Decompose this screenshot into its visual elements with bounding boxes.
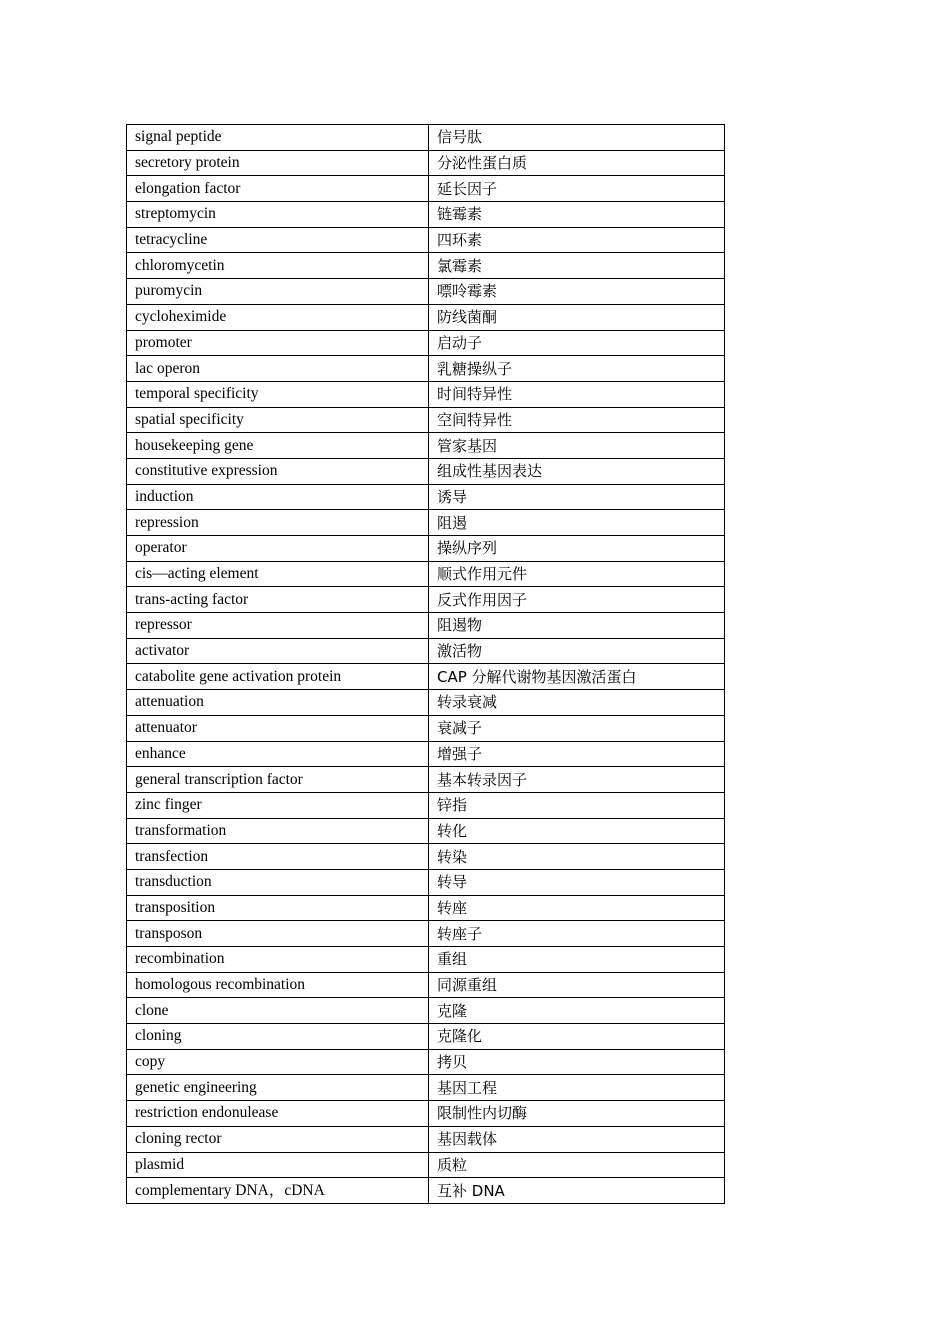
table-row xyxy=(127,664,725,690)
english-term: activator xyxy=(127,638,429,664)
chinese-term: 转录衰减 xyxy=(429,690,725,716)
table-row xyxy=(127,947,725,973)
chinese-term: 同源重组 xyxy=(429,972,725,998)
chinese-term: 衰减子 xyxy=(429,715,725,741)
table-row xyxy=(127,150,725,176)
english-term: chloromycetin xyxy=(127,253,429,279)
chinese-term: 转染 xyxy=(429,844,725,870)
table-row xyxy=(127,407,725,433)
table-row xyxy=(127,818,725,844)
chinese-term: 克隆化 xyxy=(429,1024,725,1050)
english-term: induction xyxy=(127,484,429,510)
english-term: streptomycin xyxy=(127,202,429,228)
chinese-term: 氯霉素 xyxy=(429,253,725,279)
chinese-term: 顺式作用元件 xyxy=(429,561,725,587)
table-row xyxy=(127,767,725,793)
chinese-term: 转座子 xyxy=(429,921,725,947)
english-term: repressor xyxy=(127,613,429,639)
english-term: plasmid xyxy=(127,1152,429,1178)
table-row xyxy=(127,715,725,741)
chinese-term: 转导 xyxy=(429,869,725,895)
chinese-term: 重组 xyxy=(429,947,725,973)
table-row xyxy=(127,613,725,639)
chinese-term: 分泌性蛋白质 xyxy=(429,150,725,176)
english-term: transfection xyxy=(127,844,429,870)
table-row xyxy=(127,1126,725,1152)
table-row xyxy=(127,356,725,382)
english-term: clone xyxy=(127,998,429,1024)
chinese-term: 诱导 xyxy=(429,484,725,510)
english-term: lac operon xyxy=(127,356,429,382)
chinese-term: 拷贝 xyxy=(429,1049,725,1075)
chinese-term: 阻遏 xyxy=(429,510,725,536)
table-row xyxy=(127,741,725,767)
table-row xyxy=(127,510,725,536)
table-row xyxy=(127,792,725,818)
chinese-term: 操纵序列 xyxy=(429,536,725,562)
table-row xyxy=(127,638,725,664)
english-term: cloning xyxy=(127,1024,429,1050)
chinese-term: CAP 分解代谢物基因激活蛋白 xyxy=(429,664,725,690)
chinese-term: 空间特异性 xyxy=(429,407,725,433)
table-row xyxy=(127,690,725,716)
english-term: homologous recombination xyxy=(127,972,429,998)
table-row xyxy=(127,176,725,202)
table-row xyxy=(127,1024,725,1050)
table-row xyxy=(127,536,725,562)
chinese-term: 嘌呤霉素 xyxy=(429,279,725,305)
english-term: constitutive expression xyxy=(127,458,429,484)
chinese-term: 增强子 xyxy=(429,741,725,767)
chinese-term: 激活物 xyxy=(429,638,725,664)
english-term: signal peptide xyxy=(127,125,429,151)
english-term: trans-acting factor xyxy=(127,587,429,613)
english-term: general transcription factor xyxy=(127,767,429,793)
glossary-table xyxy=(126,124,725,1204)
english-term: secretory protein xyxy=(127,150,429,176)
table-row xyxy=(127,433,725,459)
chinese-term: 质粒 xyxy=(429,1152,725,1178)
table-row xyxy=(127,972,725,998)
english-term: puromycin xyxy=(127,279,429,305)
chinese-term: 启动子 xyxy=(429,330,725,356)
english-term: zinc finger xyxy=(127,792,429,818)
chinese-term: 转座 xyxy=(429,895,725,921)
english-term: cycloheximide xyxy=(127,304,429,330)
table-row xyxy=(127,869,725,895)
english-term: attenuation xyxy=(127,690,429,716)
table-row xyxy=(127,330,725,356)
glossary-body xyxy=(127,125,725,1204)
chinese-term: 四环素 xyxy=(429,227,725,253)
table-row xyxy=(127,844,725,870)
chinese-term: 锌指 xyxy=(429,792,725,818)
english-term: catabolite gene activation protein xyxy=(127,664,429,690)
english-term: repression xyxy=(127,510,429,536)
english-term: enhance xyxy=(127,741,429,767)
chinese-term: 限制性内切酶 xyxy=(429,1101,725,1127)
table-row xyxy=(127,921,725,947)
chinese-term: 时间特异性 xyxy=(429,381,725,407)
english-term: transposon xyxy=(127,921,429,947)
table-row xyxy=(127,587,725,613)
chinese-term: 延长因子 xyxy=(429,176,725,202)
table-row xyxy=(127,484,725,510)
english-term: restriction endonulease xyxy=(127,1101,429,1127)
chinese-term: 基因载体 xyxy=(429,1126,725,1152)
chinese-term: 基本转录因子 xyxy=(429,767,725,793)
chinese-term: 阻遏物 xyxy=(429,613,725,639)
english-term: genetic engineering xyxy=(127,1075,429,1101)
chinese-term: 防线菌酮 xyxy=(429,304,725,330)
table-row xyxy=(127,304,725,330)
chinese-term: 克隆 xyxy=(429,998,725,1024)
table-row xyxy=(127,1178,725,1204)
english-term: copy xyxy=(127,1049,429,1075)
english-term: transposition xyxy=(127,895,429,921)
table-row xyxy=(127,125,725,151)
english-term: recombination xyxy=(127,947,429,973)
chinese-term: 互补 DNA xyxy=(429,1178,725,1204)
chinese-term: 反式作用因子 xyxy=(429,587,725,613)
english-term: tetracycline xyxy=(127,227,429,253)
table-row xyxy=(127,1152,725,1178)
english-term: complementary DNA，cDNA xyxy=(127,1178,429,1204)
chinese-term: 组成性基因表达 xyxy=(429,458,725,484)
table-row xyxy=(127,1049,725,1075)
table-row xyxy=(127,895,725,921)
chinese-term: 乳糖操纵子 xyxy=(429,356,725,382)
english-term: spatial specificity xyxy=(127,407,429,433)
chinese-term: 基因工程 xyxy=(429,1075,725,1101)
table-row xyxy=(127,1101,725,1127)
english-term: attenuator xyxy=(127,715,429,741)
english-term: housekeeping gene xyxy=(127,433,429,459)
chinese-term: 转化 xyxy=(429,818,725,844)
table-row xyxy=(127,998,725,1024)
chinese-term: 管家基因 xyxy=(429,433,725,459)
english-term: promoter xyxy=(127,330,429,356)
english-term: cloning rector xyxy=(127,1126,429,1152)
english-term: transformation xyxy=(127,818,429,844)
english-term: transduction xyxy=(127,869,429,895)
table-row xyxy=(127,227,725,253)
table-row xyxy=(127,279,725,305)
english-term: elongation factor xyxy=(127,176,429,202)
chinese-term: 链霉素 xyxy=(429,202,725,228)
english-term: temporal specificity xyxy=(127,381,429,407)
english-term: cis—acting element xyxy=(127,561,429,587)
english-term: operator xyxy=(127,536,429,562)
table-row xyxy=(127,253,725,279)
table-row xyxy=(127,458,725,484)
table-row xyxy=(127,381,725,407)
table-row xyxy=(127,561,725,587)
chinese-term: 信号肽 xyxy=(429,125,725,151)
table-row xyxy=(127,1075,725,1101)
table-row xyxy=(127,202,725,228)
